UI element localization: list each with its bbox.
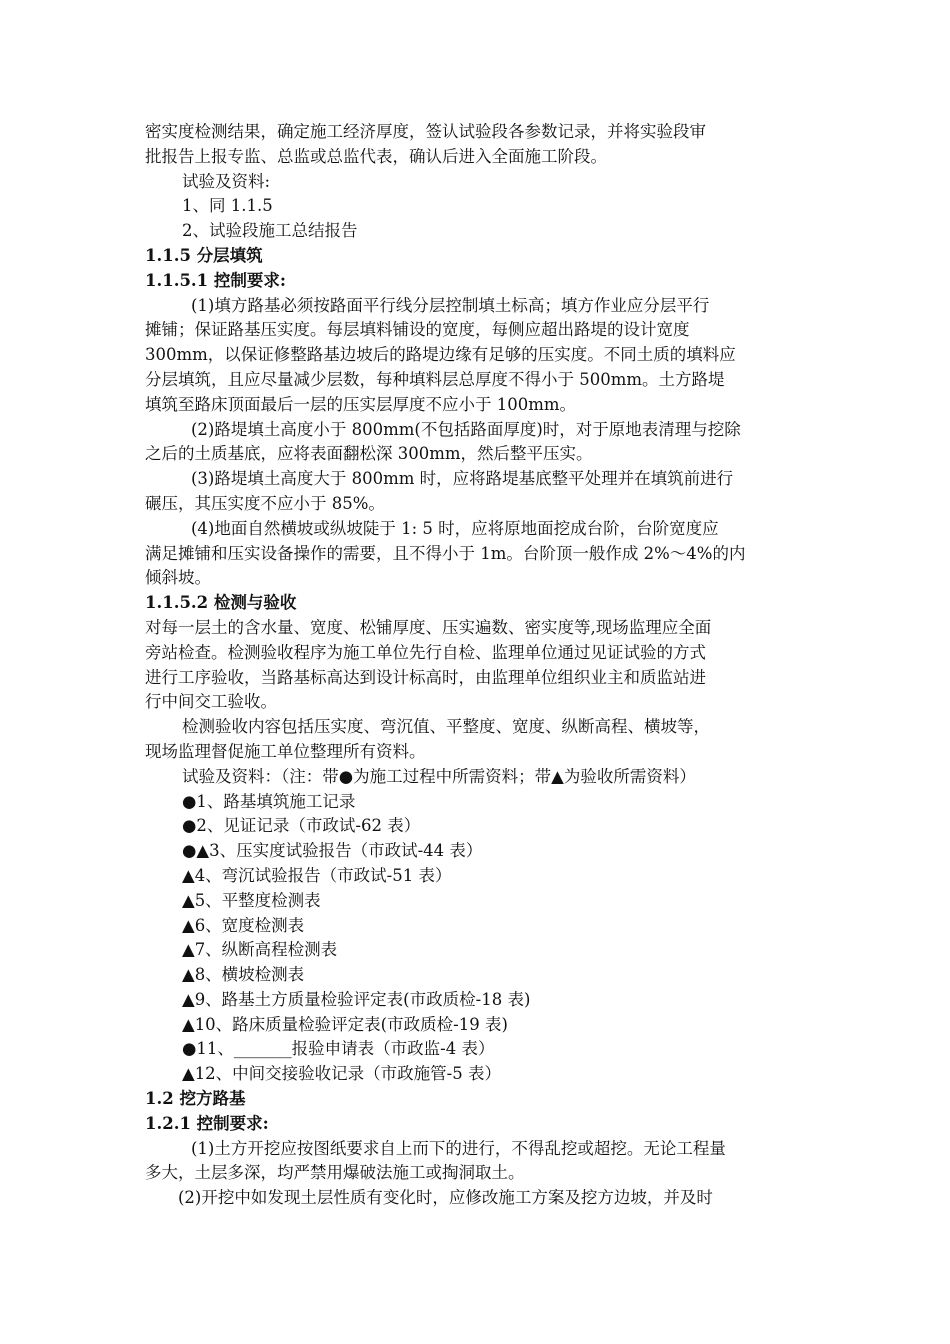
- section-heading: 1.2 挖方路基: [145, 1089, 246, 1109]
- text-line: ●11、_______报验申请表（市政监-4 表）: [182, 1039, 495, 1059]
- text-line: ▲5、平整度检测表: [182, 890, 321, 910]
- text-line: 进行工序验收，当路基标高达到设计标高时，由监理单位组织业主和质监站进: [145, 667, 706, 687]
- text-line: (2)开挖中如发现土层性质有变化时，应修改施工方案及挖方边坡，并及时: [178, 1188, 713, 1208]
- text-line: 试验及资料:: [182, 171, 271, 191]
- text-line: ▲8、横坡检测表: [182, 965, 305, 985]
- text-line: (4)地面自然横坡或纵坡陡于 1: 5 时，应将原地面挖成台阶，台阶宽度应: [191, 518, 719, 538]
- text-line: 密实度检测结果，确定施工经济厚度，签认试验段各参数记录，并将实验段审: [145, 122, 706, 141]
- text-line: 行中间交工验收。: [145, 692, 277, 712]
- text-line: 多大，土层多深，均严禁用爆破法施工或掏洞取土。: [145, 1163, 525, 1183]
- text-line: (2)路堤填土高度小于 800mm(不包括路面厚度)时，对于原地表清理与挖除: [191, 419, 741, 439]
- text-line: 满足摊铺和压实设备操作的需要，且不得小于 1m。台阶顶一般作成 2%～4%的内: [145, 543, 746, 563]
- section-heading: 1.1.5 分层填筑: [145, 245, 263, 265]
- text-line: 检测验收内容包括压实度、弯沉值、平整度、宽度、纵断高程、横坡等，: [182, 717, 710, 737]
- text-line: 碾压，其压实度不应小于 85%。: [145, 493, 385, 513]
- text-line: ▲6、宽度检测表: [182, 915, 305, 935]
- text-line: ●2、见证记录（市政试-62 表）: [182, 816, 421, 836]
- section-heading: 1.1.5.1 控制要求:: [145, 270, 286, 290]
- text-line: 300mm，以保证修整路基边坡后的路堤边缘有足够的压实度。不同土质的填料应: [145, 345, 736, 365]
- text-line: (3)路堤填土高度大于 800mm 时，应将路堤基底整平处理并在填筑前进行: [191, 469, 734, 489]
- text-line: 分层填筑，且应尽量减少层数，每种填料层总厚度不得小于 500mm。土方路堤: [145, 369, 725, 389]
- text-line: 现场监理督促施工单位整理所有资料。: [145, 741, 426, 761]
- text-line: (1)填方路基必须按路面平行线分层控制填土标高；填方作业应分层平行: [191, 295, 710, 315]
- text-line: ●1、路基填筑施工记录: [182, 791, 356, 811]
- text-line: (1)土方开挖应按图纸要求自上而下的进行，不得乱挖或超挖。无论工程量: [191, 1138, 726, 1158]
- section-heading: 1.2.1 控制要求:: [145, 1113, 269, 1133]
- text-line: ▲4、弯沉试验报告（市政试-51 表）: [182, 865, 452, 885]
- section-heading: 1.1.5.2 检测与验收: [145, 593, 297, 613]
- text-line: 之后的土质基底，应将表面翻松深 300mm，然后整平压实。: [145, 444, 593, 464]
- text-line: ▲9、路基土方质量检验评定表(市政质检-18 表): [182, 989, 531, 1009]
- text-line: 旁站检查。检测验收程序为施工单位先行自检、监理单位通过见证试验的方式: [145, 642, 706, 662]
- text-line: ▲7、纵断高程检测表: [182, 940, 338, 960]
- text-line: ▲12、中间交接验收记录（市政施管-5 表）: [182, 1064, 502, 1084]
- text-line: ●▲3、压实度试验报告（市政试-44 表）: [182, 841, 483, 861]
- document-page: [145, 120, 809, 1211]
- text-line: 倾斜坡。: [145, 568, 211, 588]
- text-line: ▲10、路床质量检验评定表(市政质检-19 表): [182, 1014, 508, 1034]
- text-line: 填筑至路床顶面最后一层的压实层厚度不应小于 100mm。: [145, 394, 577, 414]
- text-line: 2、试验段施工总结报告: [182, 221, 358, 241]
- text-line: 摊铺；保证路基压实度。每层填料铺设的宽度，每侧应超出路堤的设计宽度: [145, 320, 690, 340]
- text-line: 对每一层土的含水量、宽度、松铺厚度、压实遍数、密实度等,现场监理应全面: [145, 617, 712, 637]
- text-line: 批报告上报专监、总监或总监代表，确认后进入全面施工阶段。: [145, 146, 607, 166]
- text-line: 试验及资料：（注：带●为施工过程中所需资料；带▲为验收所需资料）: [182, 766, 696, 786]
- text-line: 1、同 1.1.5: [182, 196, 273, 216]
